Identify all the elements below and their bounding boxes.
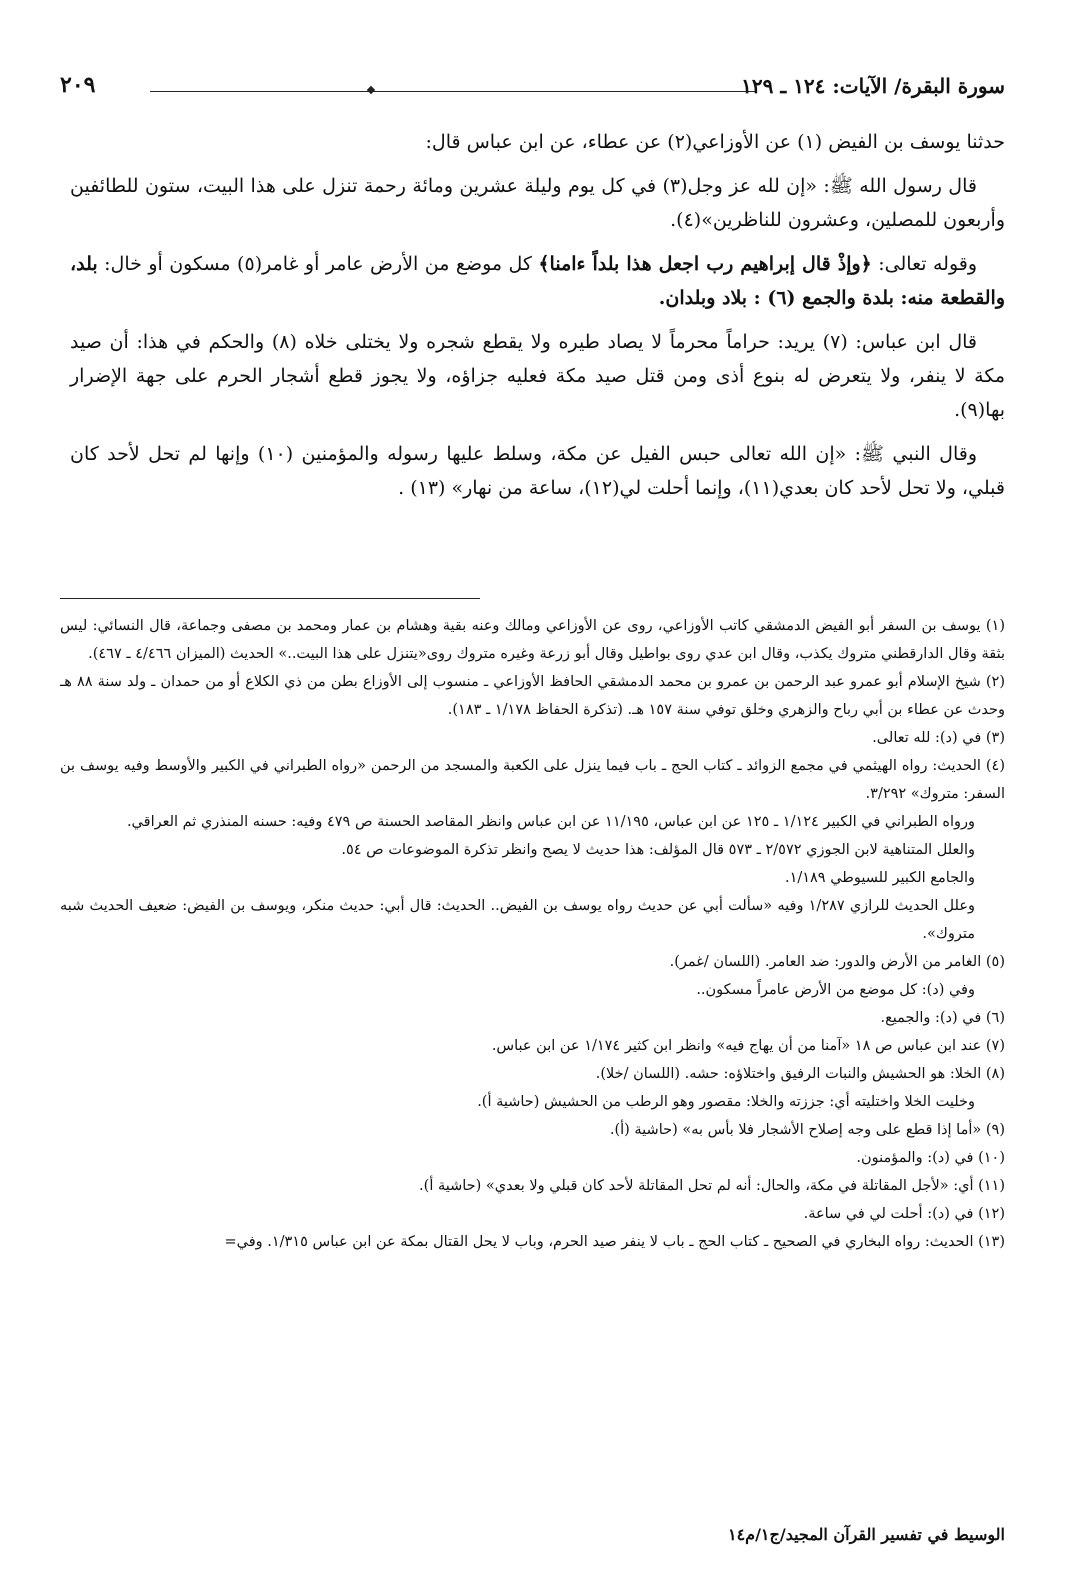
page-header	[60, 74, 1005, 104]
verse-gloss-bold: بلد، والقطعة منه: بلدة والجمع (٦) : بلاد وبلدان.	[70, 253, 1005, 309]
main-text	[70, 125, 1005, 515]
footnote: (١٢) في (د): أحلت لي في ساعة.	[803, 1206, 1005, 1222]
verse-intro: وقوله تعالى:	[871, 253, 978, 275]
header-rule-ornament	[367, 86, 375, 94]
footnote: (١) يوسف بن السفر أبو الفيض الدمشقي كاتب الأوزاعي، روى عن الأوزاعي ومالك وعنه بقية وهشام بن عمار ومحمد بن مصفى وجماعة، قال النسائي: ليس بثقة وقال الدارقطني متروك يكذب، وقال ابن عدي روى بواطيل وقال أبو زرعة وغيره متروك روى«يتنزل على هذا البيت..» الحديث (الميزان ٤/٤٦٦ ـ ٤٦٧).	[60, 618, 1005, 662]
footnote-continuation: والعلل المتناهية لابن الجوزي ٢/٥٧٢ ـ ٥٧٣ قال المؤلف: هذا حديث لا يصح وانظر تذكرة الموضوعات ص ٥٤.	[341, 842, 975, 858]
footnote: (٦) في (د): والجميع.	[880, 1010, 1005, 1026]
running-title: سورة البقرة/ الآيات: ١٢٤ ـ ١٢٩	[741, 74, 1005, 98]
footnote: (٥) الغامر من الأرض والدور: ضد العامر. (اللسان /غمر).	[669, 954, 1005, 970]
footnote-continuation: ورواه الطبراني في الكبير ١/١٢٤ ـ ١٢٥ عن ابن عباس، ١١/١٩٥ عن ابن عباس وانظر المقاصد الحسنة ص ٤٧٩ وفيه: حسنه المنذري ثم العراقي.	[126, 814, 975, 830]
paragraph-isnad: حدثنا يوسف بن الفيض (١) عن الأوزاعي(٢) عن عطاء، عن ابن عباس قال:	[425, 131, 1005, 153]
footnote: (٤) الحديث: رواه الهيثمي في مجمع الزوائد ـ كتاب الحج ـ باب فيما ينزل على الكعبة والمسجد من الرحمن «رواه الطبراني في الكبير والأوسط وفيه يوسف بن السفر: متروك» ٣/٢٩٢.	[60, 758, 1005, 802]
footnote: (١٠) في (د): والمؤمنون.	[856, 1150, 1005, 1166]
footnotes	[60, 612, 1005, 1256]
signature-footer: الوسيط في تفسير القرآن المجيد/ج١/م١٤	[727, 1525, 1005, 1544]
paragraph-hadith-makkah: وقال النبي ﷺ: «إن الله تعالى حبس الفيل عن مكة، وسلط عليها رسوله والمؤمنين (١٠) وإنها لم تحل لأحد كان قبلي، ولا تحل لأحد كان بعدي(١١)، وإنما أحلت لي(١٢)، ساعة من نهار» (١٣) .	[70, 443, 1005, 499]
footnote: (٢) شيخ الإسلام أبو عمرو عبد الرحمن بن عمرو بن محمد الدمشقي الحافظ الأوزاعي ـ منسوب إلى الأوزاع بطن من ذي الكلاع أو من حمدان ـ ولد سنة ٨٨ هـ وحدث عن عطاء بن أبي رباح والزهري وخلق توفي سنة ١٥٧ هـ. (تذكرة الحفاظ ١/١٧٨ ـ ١٨٣).	[60, 674, 1005, 718]
footnote-continuation: وعلل الحديث للرازي ١/٢٨٧ وفيه «سألت أبي عن حديث رواه يوسف بن الفيض.. الحديث: قال أبي: حديث منكر، ويوسف بن الفيض: ضعيف الحديث شبه متروك».	[60, 898, 975, 942]
verse-gloss: كل موضع من الأرض عامر أو غامر(٥) مسكون أو خال:	[97, 253, 539, 275]
header-rule	[150, 91, 755, 92]
paragraph-hadith-rahma: قال رسول الله ﷺ: «إن لله عز وجل(٣) في كل يوم وليلة عشرين ومائة رحمة تنزل على هذا البيت، ستون للطائفين وأربعون للمصلين، وعشرون للناظرين»(٤).	[70, 175, 1005, 231]
quran-verse: ﴿وإذْ قال إبراهيم رب اجعل هذا بلداً ءامنا﴾	[538, 253, 872, 275]
paragraph-verse-commentary	[70, 247, 1005, 315]
footnote-continuation: والجامع الكبير للسيوطي ١/١٨٩.	[784, 870, 975, 886]
footnote-separator	[60, 598, 480, 599]
page-number: ٢٠٩	[60, 72, 96, 98]
footnote: (٧) عند ابن عباس ص ١٨ «آمنا من أن يهاج فيه» وانظر ابن كثير ١/١٧٤ عن ابن عباس.	[491, 1038, 1005, 1054]
footnote: (١٣) الحديث: رواه البخاري في الصحيح ـ كتاب الحج ـ باب لا ينفر صيد الحرم، وباب لا يحل القتال بمكة عن ابن عباس ١/٣١٥. وفي=	[224, 1234, 1005, 1250]
footnote: (٩) «أما إذا قطع على وجه إصلاح الأشجار فلا بأس به» (حاشية (أ).	[609, 1122, 1005, 1138]
footnote-continuation: وفي (د): كل موضع من الأرض عامراً مسكون..	[696, 982, 975, 998]
paragraph-ibn-abbas: قال ابن عباس: (٧) يريد: حراماً محرماً لا يصاد طيره ولا يقطع شجره ولا يختلى خلاه (٨) والحكم في هذا: أن صيد مكة لا ينفر، ولا يتعرض له بنوع أذى ومن قتل صيد مكة فعليه جزاؤه، ولا يجوز قطع أشجار الحرم على جهة الإضرار بها(٩).	[70, 331, 1005, 421]
footnote: (١١) أي: «لأجل المقاتلة في مكة، والحال: أنه لم تحل المقاتلة لأحد كان قبلي ولا بعدي» (حاشية أ).	[419, 1178, 1005, 1194]
footnote: (٣) في (د): لله تعالى.	[872, 730, 1005, 746]
footnote-continuation: وخليت الخلا واختليته أي: جززته والخلا: مقصور وهو الرطب من الحشيش (حاشية أ).	[477, 1094, 975, 1110]
footnote: (٨) الخلا: هو الحشيش والنبات الرفيق واختلاؤه: حشه. (اللسان /خلا).	[595, 1066, 1005, 1082]
